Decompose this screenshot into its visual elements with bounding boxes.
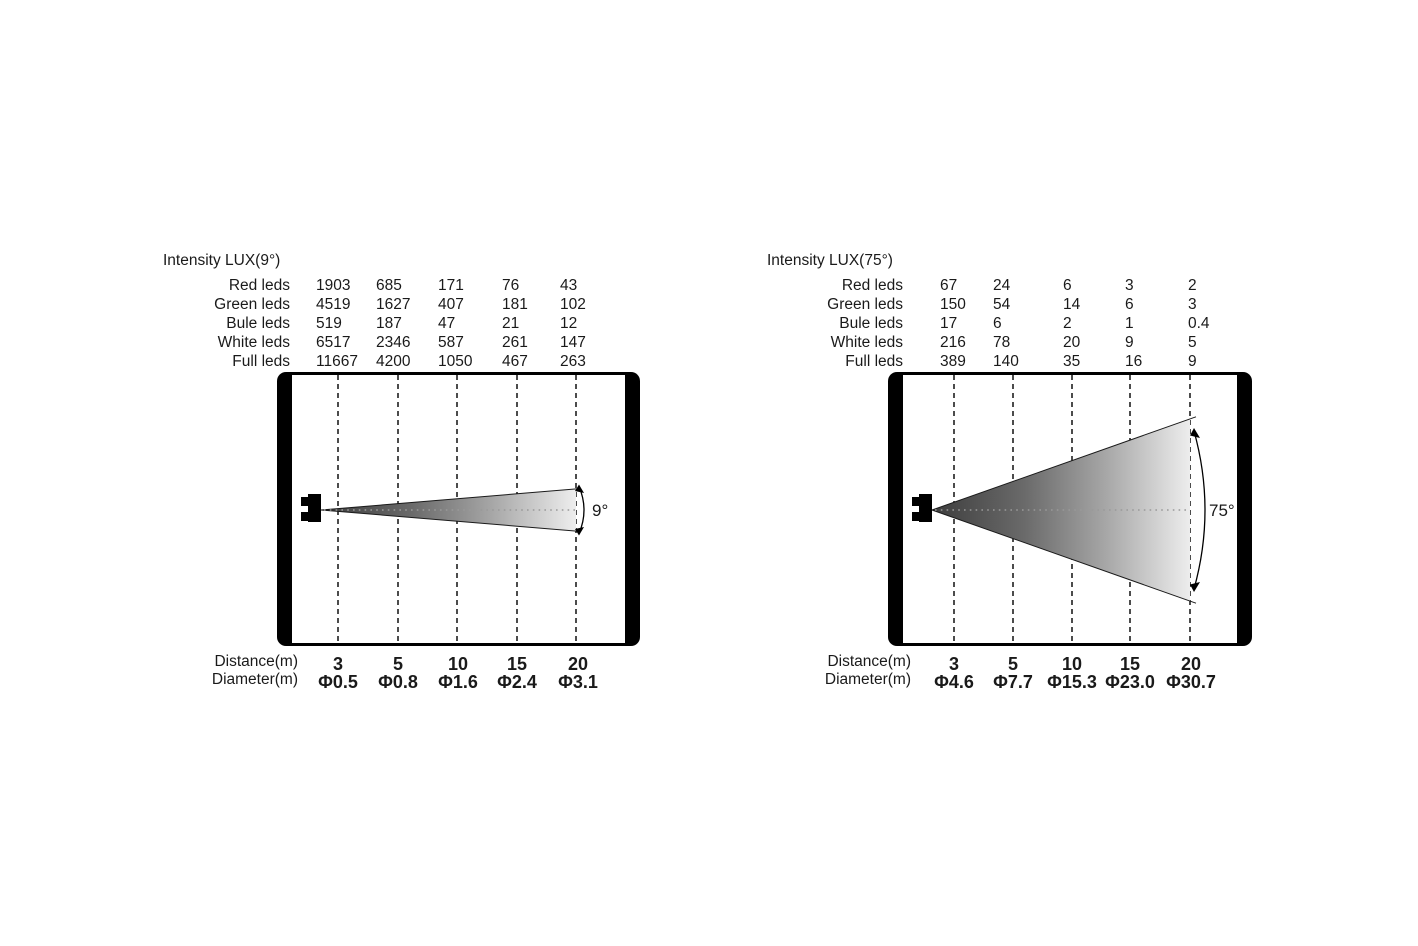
table-cell: 2 [1188,277,1197,294]
table-cell: 78 [993,334,1011,351]
table-cell: 35 [1063,353,1081,370]
diameter-value: Φ0.8 [378,672,418,692]
distance-axis-label: Distance(m) [214,653,298,670]
table-row [763,296,1243,315]
distance-value: 10 [447,654,469,674]
table-cell: 9 [1188,353,1197,370]
table-cell: 20 [1063,334,1081,351]
diameter-value: Φ23.0 [1105,672,1155,692]
table-cell: 263 [560,353,586,370]
table-cell: 9 [1125,334,1134,351]
diameter-axis-label: Diameter(m) [211,671,298,688]
distance-value: 3 [948,654,959,674]
table-row [150,315,630,334]
table-cell: 6 [1063,277,1072,294]
diameter-value: Φ3.1 [558,672,598,692]
table-row [763,334,1243,353]
distance-value: 15 [506,654,528,674]
table-cell: 4519 [316,296,351,313]
distance-axis-label: Distance(m) [827,653,911,670]
row-label: Bule leds [839,315,903,332]
beam-diagram-9deg [268,364,668,654]
table-cell: 1050 [438,353,473,370]
table-cell: 3 [1188,296,1197,313]
table-cell: 216 [940,334,966,351]
table-row [150,277,630,296]
table-cell: 17 [940,315,958,332]
table-cell: 5 [1188,334,1197,351]
row-label: Green leds [214,296,290,313]
table-cell: 1627 [376,296,411,313]
table-cell: 16 [1125,353,1143,370]
diameter-value: Φ0.5 [318,672,358,692]
distance-value: 15 [1119,654,1141,674]
row-label: Green leds [827,296,903,313]
row-label: Full leds [845,353,903,370]
table-cell: 467 [502,353,528,370]
table-row [150,334,630,353]
panel-title: Intensity LUX(9°) [163,252,281,269]
row-label: Bule leds [226,315,290,332]
row-label: White leds [217,334,290,351]
table-cell: 181 [502,296,528,313]
diameter-value: Φ4.6 [934,672,974,692]
table-cell: 389 [940,353,966,370]
table-cell: 3 [1125,277,1134,294]
diameter-value: Φ30.7 [1166,672,1216,692]
row-label: Red leds [228,277,290,294]
row-label: Full leds [232,353,290,370]
table-cell: 1 [1125,315,1134,332]
diameter-value: Φ15.3 [1047,672,1097,692]
diameter-value: Φ1.6 [438,672,478,692]
table-cell: 67 [940,277,958,294]
table-cell: 2346 [376,334,411,351]
table-cell: 147 [560,334,586,351]
diameter-value: Φ2.4 [497,672,537,692]
table-cell: 587 [438,334,464,351]
table-cell: 407 [438,296,464,313]
distance-value: 20 [1180,654,1202,674]
table-cell: 14 [1063,296,1081,313]
table-cell: 140 [993,353,1019,370]
table-cell: 150 [940,296,966,313]
table-row [763,315,1243,334]
beam-angle-label: 9° [592,501,609,520]
table-cell: 171 [438,277,464,294]
panel-title: Intensity LUX(75°) [767,252,893,269]
table-cell: 11667 [316,353,358,370]
table-row [150,296,630,315]
table-cell: 2 [1063,315,1072,332]
table-cell: 43 [560,277,578,294]
beam-diagram-75deg [878,364,1278,654]
table-cell: 187 [376,315,402,332]
table-cell: 76 [502,277,520,294]
table-cell: 685 [376,277,402,294]
table-cell: 6 [1125,296,1134,313]
table-cell: 12 [560,315,578,332]
table-cell: 4200 [376,353,411,370]
table-cell: 261 [502,334,528,351]
distance-value: 5 [1007,654,1018,674]
distance-value: 3 [332,654,343,674]
table-cell: 519 [316,315,342,332]
table-cell: 6517 [316,334,351,351]
diameter-axis-label: Diameter(m) [824,671,911,688]
table-cell: 54 [993,296,1011,313]
table-cell: 1903 [316,277,351,294]
distance-value: 5 [392,654,403,674]
row-label: Red leds [841,277,903,294]
table-row [763,277,1243,296]
table-cell: 21 [502,315,520,332]
table-cell: 0.4 [1188,315,1210,332]
distance-value: 20 [567,654,589,674]
table-cell: 6 [993,315,1002,332]
diameter-value: Φ7.7 [993,672,1033,692]
table-cell: 24 [993,277,1011,294]
beam-angle-label: 75° [1209,501,1235,520]
row-label: White leds [830,334,903,351]
distance-value: 10 [1061,654,1083,674]
table-cell: 47 [438,315,456,332]
table-cell: 102 [560,296,586,313]
